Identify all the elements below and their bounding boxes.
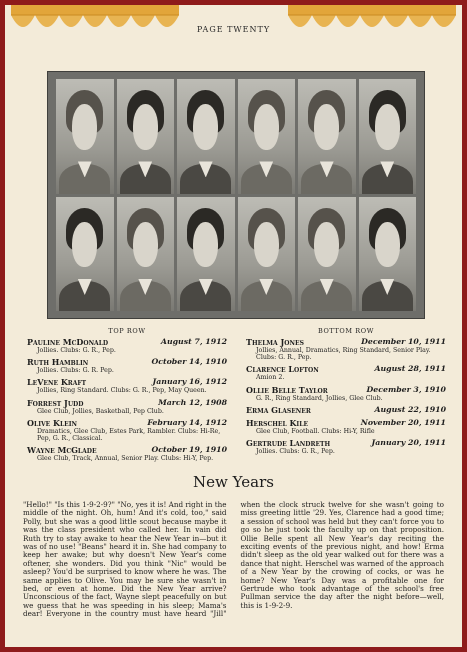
student-birthdate: December 3, 1910 <box>366 384 446 394</box>
student-name: Erma Glasener <box>246 404 311 415</box>
portrait-photo <box>117 197 175 312</box>
student-entry <box>246 418 446 435</box>
story-body <box>23 501 444 641</box>
student-activities: Jollies, Ring Standard. Clubs: G. R., Pep, May Queen. <box>37 387 207 395</box>
student-activities: Jollies. Clubs: G. R., Pep. <box>37 347 116 354</box>
student-activities: Amion 2. <box>256 374 285 382</box>
student-birthdate: August 22, 1910 <box>374 404 446 414</box>
student-birthdate: February 14, 1912 <box>147 417 227 427</box>
portrait-photo <box>177 197 235 312</box>
story-text: "Hello!" "Is this 1-9-2-9?" "No, yes it is! And right in the middle of the night. Oh, hum! And it's cold, too," said Polly, but she was a good little scout because maybe it was the class president who called her. In vain did Ruth try to stay awake to hear the New Year in—but it was of no use! "Beans" heard it in. She had company to keep her awake; but why doesn't New Year's come oftener, she wonders. Did you think "Nic" would be asleep? You'd be surprised to know where he was. The same applies to Olive. You may be sure she wasn't in bed, or even at home. Did the New Year arrive? Unconscious of the fact, Wayne slept peacefully on but we guess that he was speeding in his sleep; Mama's dear! Everyone in the country must have heard "Jill" when the clock struck twelve for she wasn't going to miss greeting little '29. Yes, Clarence had a good time; a session of school was held but they can't force you to go so he just took the faculty up on that proposition. Ollie Belle spent all New Year's day reciting the exciting events of the previous night, and how! Erma didn't sleep as the old year walked out for there was a dance that night. Herschel was warned of the approach of a New Year by the crowing of cocks, or was he home? New Year's Day was a profitable one for Gertrude who took advantage of the school's free Pullman service the day after the night before—well, this is 1-9-2-9. <box>23 500 444 619</box>
student-name: Wayne McGlade <box>27 445 97 456</box>
student-activities: Glee Club, Football. Clubs: Hi-Y, Rifle <box>256 427 375 435</box>
student-name: Clarence Lofton <box>246 364 319 375</box>
student-name: Gertrude Landreth <box>246 438 331 449</box>
bottom-row-list <box>246 327 446 458</box>
student-entry <box>246 364 446 381</box>
student-activities: Glee Club, Track, Annual, Senior Play. Clubs: Hi-Y, Pep. <box>37 455 214 463</box>
student-entry <box>27 398 227 415</box>
student-activities: G. R., Ring Standard, Jollies, Glee Club. <box>256 394 383 402</box>
top-row-heading: TOP ROW <box>108 327 146 335</box>
student-activities: Jollies, Annual, Dramatics, Ring Standard, Senior Play. Clubs: G. R., Pep. <box>256 347 431 362</box>
student-entry <box>27 337 227 354</box>
portrait-photo <box>238 79 296 194</box>
student-name: Ruth Hamblin <box>27 357 89 368</box>
student-activities: Glee Club, Jollies, Basketball, Pep Club. <box>37 407 164 415</box>
portrait-photo <box>298 79 356 194</box>
student-name: Thelma Jones <box>246 337 304 347</box>
student-name: LeVene Kraft <box>27 377 87 388</box>
student-name: Herschel Kile <box>246 417 309 428</box>
student-birthdate: August 28, 1911 <box>374 364 446 374</box>
student-entry <box>246 385 446 402</box>
student-birthdate: March 12, 1908 <box>158 397 227 407</box>
story-title: New Years <box>193 473 274 491</box>
student-activities: Dramatics, Glee Club, Estes Park, Rambler. Clubs: Hi-Re, Pep, G. R., Classical. <box>37 427 221 443</box>
student-entry <box>27 418 227 442</box>
student-name: Pauline McDonald <box>27 337 109 347</box>
student-birthdate: October 19, 1910 <box>151 445 227 455</box>
student-entry <box>27 377 227 394</box>
student-name: Olive Klein <box>27 417 78 428</box>
portrait-photo <box>298 197 356 312</box>
portrait-photo <box>177 79 235 194</box>
portrait-photo <box>359 197 417 312</box>
student-name: Ollie Belle Taylor <box>246 384 328 395</box>
student-birthdate: November 20, 1911 <box>360 417 446 427</box>
student-entry <box>246 337 446 361</box>
student-entry <box>27 445 227 462</box>
student-activities: Jollies. Clubs: G. R., Pep. <box>256 448 335 456</box>
portrait-photo <box>359 79 417 194</box>
student-birthdate: August 7, 1912 <box>160 337 227 346</box>
yearbook-page <box>5 5 462 647</box>
student-entry <box>246 438 446 455</box>
student-birthdate: October 14, 1910 <box>151 357 227 367</box>
student-birthdate: January 20, 1911 <box>371 438 446 448</box>
student-entry <box>27 357 227 374</box>
class-photo-panel <box>47 71 425 319</box>
top-row-list <box>27 327 227 465</box>
portrait-photo <box>56 79 114 194</box>
student-activities: Jollies. Clubs: G. R. Pep. <box>37 367 114 375</box>
student-birthdate: December 10, 1911 <box>361 337 446 346</box>
page-title: PAGE TWENTY <box>196 25 271 34</box>
student-entry <box>246 405 446 415</box>
portrait-grid <box>56 79 416 311</box>
portrait-photo <box>117 79 175 194</box>
bottom-row-heading: BOTTOM ROW <box>318 327 374 335</box>
portrait-photo <box>56 197 114 312</box>
portrait-photo <box>238 197 296 312</box>
student-name: Forrest Judd <box>27 397 84 408</box>
student-birthdate: January 16, 1912 <box>152 377 227 387</box>
